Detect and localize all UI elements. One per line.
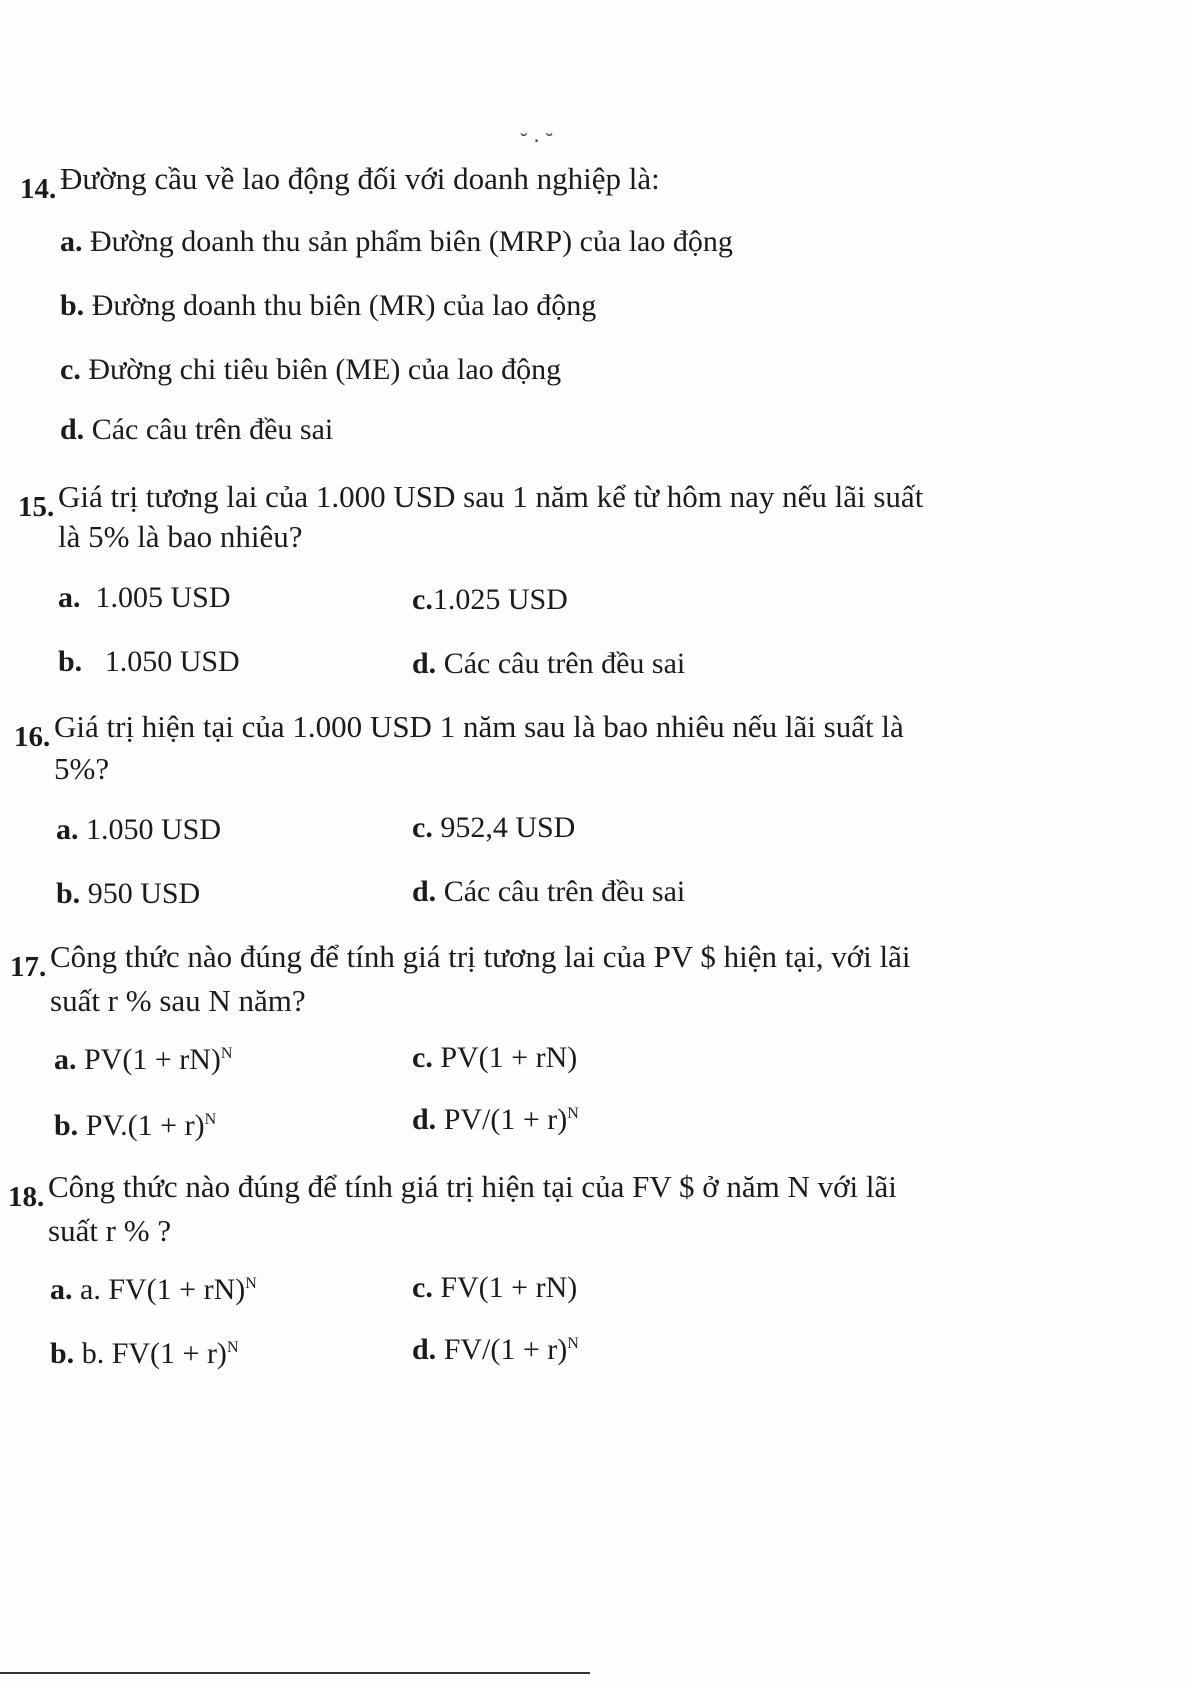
- option-text: PV(1 + rN): [440, 1041, 578, 1074]
- option-label: a.: [50, 1273, 73, 1306]
- option-14d[interactable]: [60, 410, 333, 450]
- question-number: 17.: [10, 951, 47, 983]
- option-14a[interactable]: [60, 222, 733, 262]
- option-label: d.: [412, 1333, 437, 1366]
- option-label: a.: [58, 581, 81, 614]
- option-18c[interactable]: [412, 1268, 577, 1308]
- option-label: b.: [60, 289, 85, 322]
- option-label: d.: [60, 413, 85, 446]
- option-exponent: N: [567, 1105, 579, 1122]
- question-text-line1: Giá trị hiện tại của 1.000 USD 1 năm sau là bao nhiêu nếu lãi suất là: [54, 709, 904, 744]
- option-text: 952,4 USD: [440, 811, 576, 844]
- option-text: FV/(1 + r): [443, 1333, 568, 1366]
- option-16b[interactable]: [56, 874, 200, 914]
- option-text: Các câu trên đều sai: [91, 413, 334, 446]
- option-text: Đường doanh thu biên (MR) của lao động: [91, 289, 597, 322]
- option-exponent: N: [204, 1111, 217, 1128]
- option-18d[interactable]: [412, 1330, 579, 1370]
- option-text: Đường doanh thu sản phẩm biên (MRP) của lao động: [90, 225, 733, 258]
- option-exponent: N: [245, 1275, 257, 1292]
- option-exponent: N: [226, 1339, 239, 1356]
- option-16c[interactable]: [412, 808, 575, 848]
- option-text: Đường chi tiêu biên (ME) của lao động: [88, 353, 562, 386]
- question-text: Đường cầu về lao động đối với doanh nghiệp là:: [60, 161, 660, 196]
- option-text: 1.050 USD: [104, 645, 240, 678]
- option-17c[interactable]: [412, 1038, 577, 1078]
- option-label: c.: [60, 353, 81, 386]
- option-15d[interactable]: [412, 644, 685, 684]
- question-text-line2: suất r % sau N năm?: [50, 983, 306, 1018]
- option-label: d.: [412, 1103, 437, 1136]
- option-text: a. FV(1 + rN): [80, 1273, 246, 1306]
- option-16a[interactable]: [56, 810, 221, 850]
- option-label: a.: [54, 1043, 77, 1076]
- option-text: Các câu trên đều sai: [443, 647, 686, 680]
- option-text: FV(1 + rN): [440, 1271, 578, 1304]
- option-label: d.: [412, 875, 437, 908]
- option-text: 1.025 USD: [432, 583, 568, 616]
- option-17a[interactable]: [54, 1040, 232, 1080]
- option-text: PV(1 + rN): [84, 1043, 221, 1076]
- option-label: c.: [412, 1271, 433, 1304]
- question-text-line2: 5%?: [54, 751, 110, 786]
- option-18a[interactable]: [50, 1270, 257, 1310]
- option-14c[interactable]: [60, 350, 561, 390]
- option-text: PV.(1 + r): [85, 1109, 205, 1142]
- question-number: 15.: [18, 491, 55, 523]
- question-text-line1: Giá trị tương lai của 1.000 USD sau 1 năm kể từ hôm nay nếu lãi suất: [58, 479, 924, 514]
- question-number: 18.: [8, 1181, 45, 1213]
- option-label: a.: [60, 225, 83, 258]
- option-text: 1.050 USD: [86, 813, 222, 846]
- question-text-line2: suất r % ?: [48, 1213, 172, 1248]
- option-label: a.: [56, 813, 79, 846]
- question-text-line1: Công thức nào đúng để tính giá trị hiện tại của FV $ ở năm N với lãi: [48, 1169, 897, 1204]
- option-label: c.: [412, 1041, 433, 1074]
- option-18b[interactable]: [50, 1334, 239, 1374]
- option-15a[interactable]: [58, 578, 231, 618]
- option-label: b.: [54, 1109, 79, 1142]
- question-text-line2: là 5% là bao nhiêu?: [58, 519, 303, 554]
- option-label: c.: [412, 583, 433, 616]
- option-text: 950 USD: [87, 877, 201, 910]
- question-text-line1: Công thức nào đúng để tính giá trị tương lai của PV $ hiện tại, với lãi: [50, 939, 911, 974]
- header-marks: ˘ · ˘: [520, 128, 553, 153]
- question-number: 14.: [20, 173, 57, 205]
- footer-rule: [0, 1672, 590, 1674]
- option-label: c.: [412, 811, 433, 844]
- option-label: b.: [50, 1337, 75, 1370]
- option-text: 1.005 USD: [95, 581, 231, 614]
- option-14b[interactable]: [60, 286, 596, 326]
- option-exponent: N: [567, 1335, 579, 1352]
- option-15b[interactable]: [58, 642, 240, 682]
- option-15c[interactable]: [412, 580, 568, 620]
- option-label: b.: [58, 645, 83, 678]
- option-17d[interactable]: [412, 1100, 579, 1140]
- option-text: PV/(1 + r): [443, 1103, 568, 1136]
- option-17b[interactable]: [54, 1106, 216, 1146]
- option-label: b.: [56, 877, 81, 910]
- option-text: Các câu trên đều sai: [443, 875, 686, 908]
- option-16d[interactable]: [412, 872, 685, 912]
- option-text: b. FV(1 + r): [81, 1337, 227, 1370]
- question-number: 16.: [14, 721, 51, 753]
- option-exponent: N: [220, 1045, 233, 1062]
- option-label: d.: [412, 647, 437, 680]
